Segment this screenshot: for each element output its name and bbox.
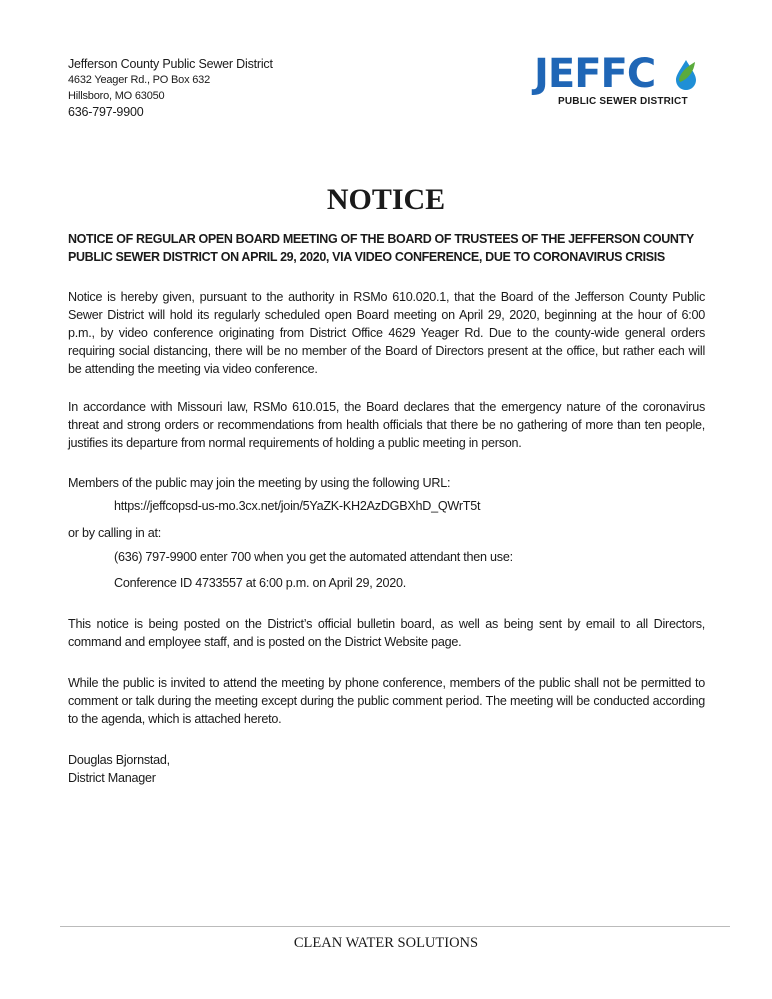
letterhead: [68, 56, 273, 120]
phone-instructions: (636) 797-9900 enter 700 when you get the automated attendant then use:: [114, 550, 513, 564]
org-name: Jefferson County Public Sewer District: [68, 57, 273, 71]
logo-tagline: PUBLIC SEWER DISTRICT: [558, 96, 688, 107]
signer-role: District Manager: [68, 771, 156, 785]
signer-name: Douglas Bjornstad,: [68, 753, 170, 767]
jeffco-logo: [534, 52, 694, 112]
address-line-1: 4632 Yeager Rd., PO Box 632: [68, 74, 210, 86]
notice-subtitle: NOTICE OF REGULAR OPEN BOARD MEETING OF THE BOARD OF TRUSTEES OF THE JEFFERSON COUNTY PUBLIC SEWER DISTRICT ON APRIL 29, 2020, VIA VIDEO CONFERENCE, DUE TO CORONAVIRUS CRISIS: [68, 232, 694, 264]
page-title: NOTICE: [326, 183, 446, 216]
phone-number: 636-797-9900: [68, 105, 144, 119]
meeting-url-link[interactable]: https://jeffcopsd-us-mo.3cx.net/join/5YaZK-KH2AzDGBXhD_QWrT5t: [114, 499, 481, 513]
logo-wordmark: JEFFC: [534, 51, 656, 97]
signature: [68, 751, 705, 787]
address-line-2: Hillsboro, MO 63050: [68, 90, 165, 102]
paragraph-3: Members of the public may join the meeting by using the following URL:: [68, 476, 451, 490]
conference-id: Conference ID 4733557 at 6:00 p.m. on April 29, 2020.: [114, 576, 407, 590]
paragraph-6: While the public is invited to attend the meeting by phone conference, members of the public shall not be permitted to comment or talk during the meeting except during the public comment period. The meeting will be conducted according to the agenda, which is attached hereto.: [68, 676, 705, 726]
paragraph-4: or by calling in at:: [68, 526, 162, 540]
footer-divider: [60, 926, 730, 927]
footer-slogan: CLEAN WATER SOLUTIONS: [293, 935, 479, 951]
paragraph-2: In accordance with Missouri law, RSMo 610.015, the Board declares that the emergency nature of the coronavirus threat and strong orders or recommendations from health officials that there be no gathering of more than ten people, justifies its departure from normal requirements of holding a public meeting in person.: [68, 400, 705, 450]
paragraph-1: Notice is hereby given, pursuant to the authority in RSMo 610.020.1, that the Board of the Jefferson County Public Sewer District will hold its regularly scheduled open Board meeting on April 29, 2020, beginning at the hour of 6:00 p.m., by video conference originating from District Office 4629 Yeager Rd. Due to the county-wide general orders requiring social distancing, there will be no member of the Board of Directors present at the office, but rather each will be attending the meeting via video conference.: [68, 290, 705, 376]
paragraph-5: This notice is being posted on the District’s official bulletin board, as well as being sent by email to all Directors, command and employee staff, and is posted on the District Website page.: [68, 617, 705, 649]
water-drop-leaf-icon: [674, 58, 698, 90]
